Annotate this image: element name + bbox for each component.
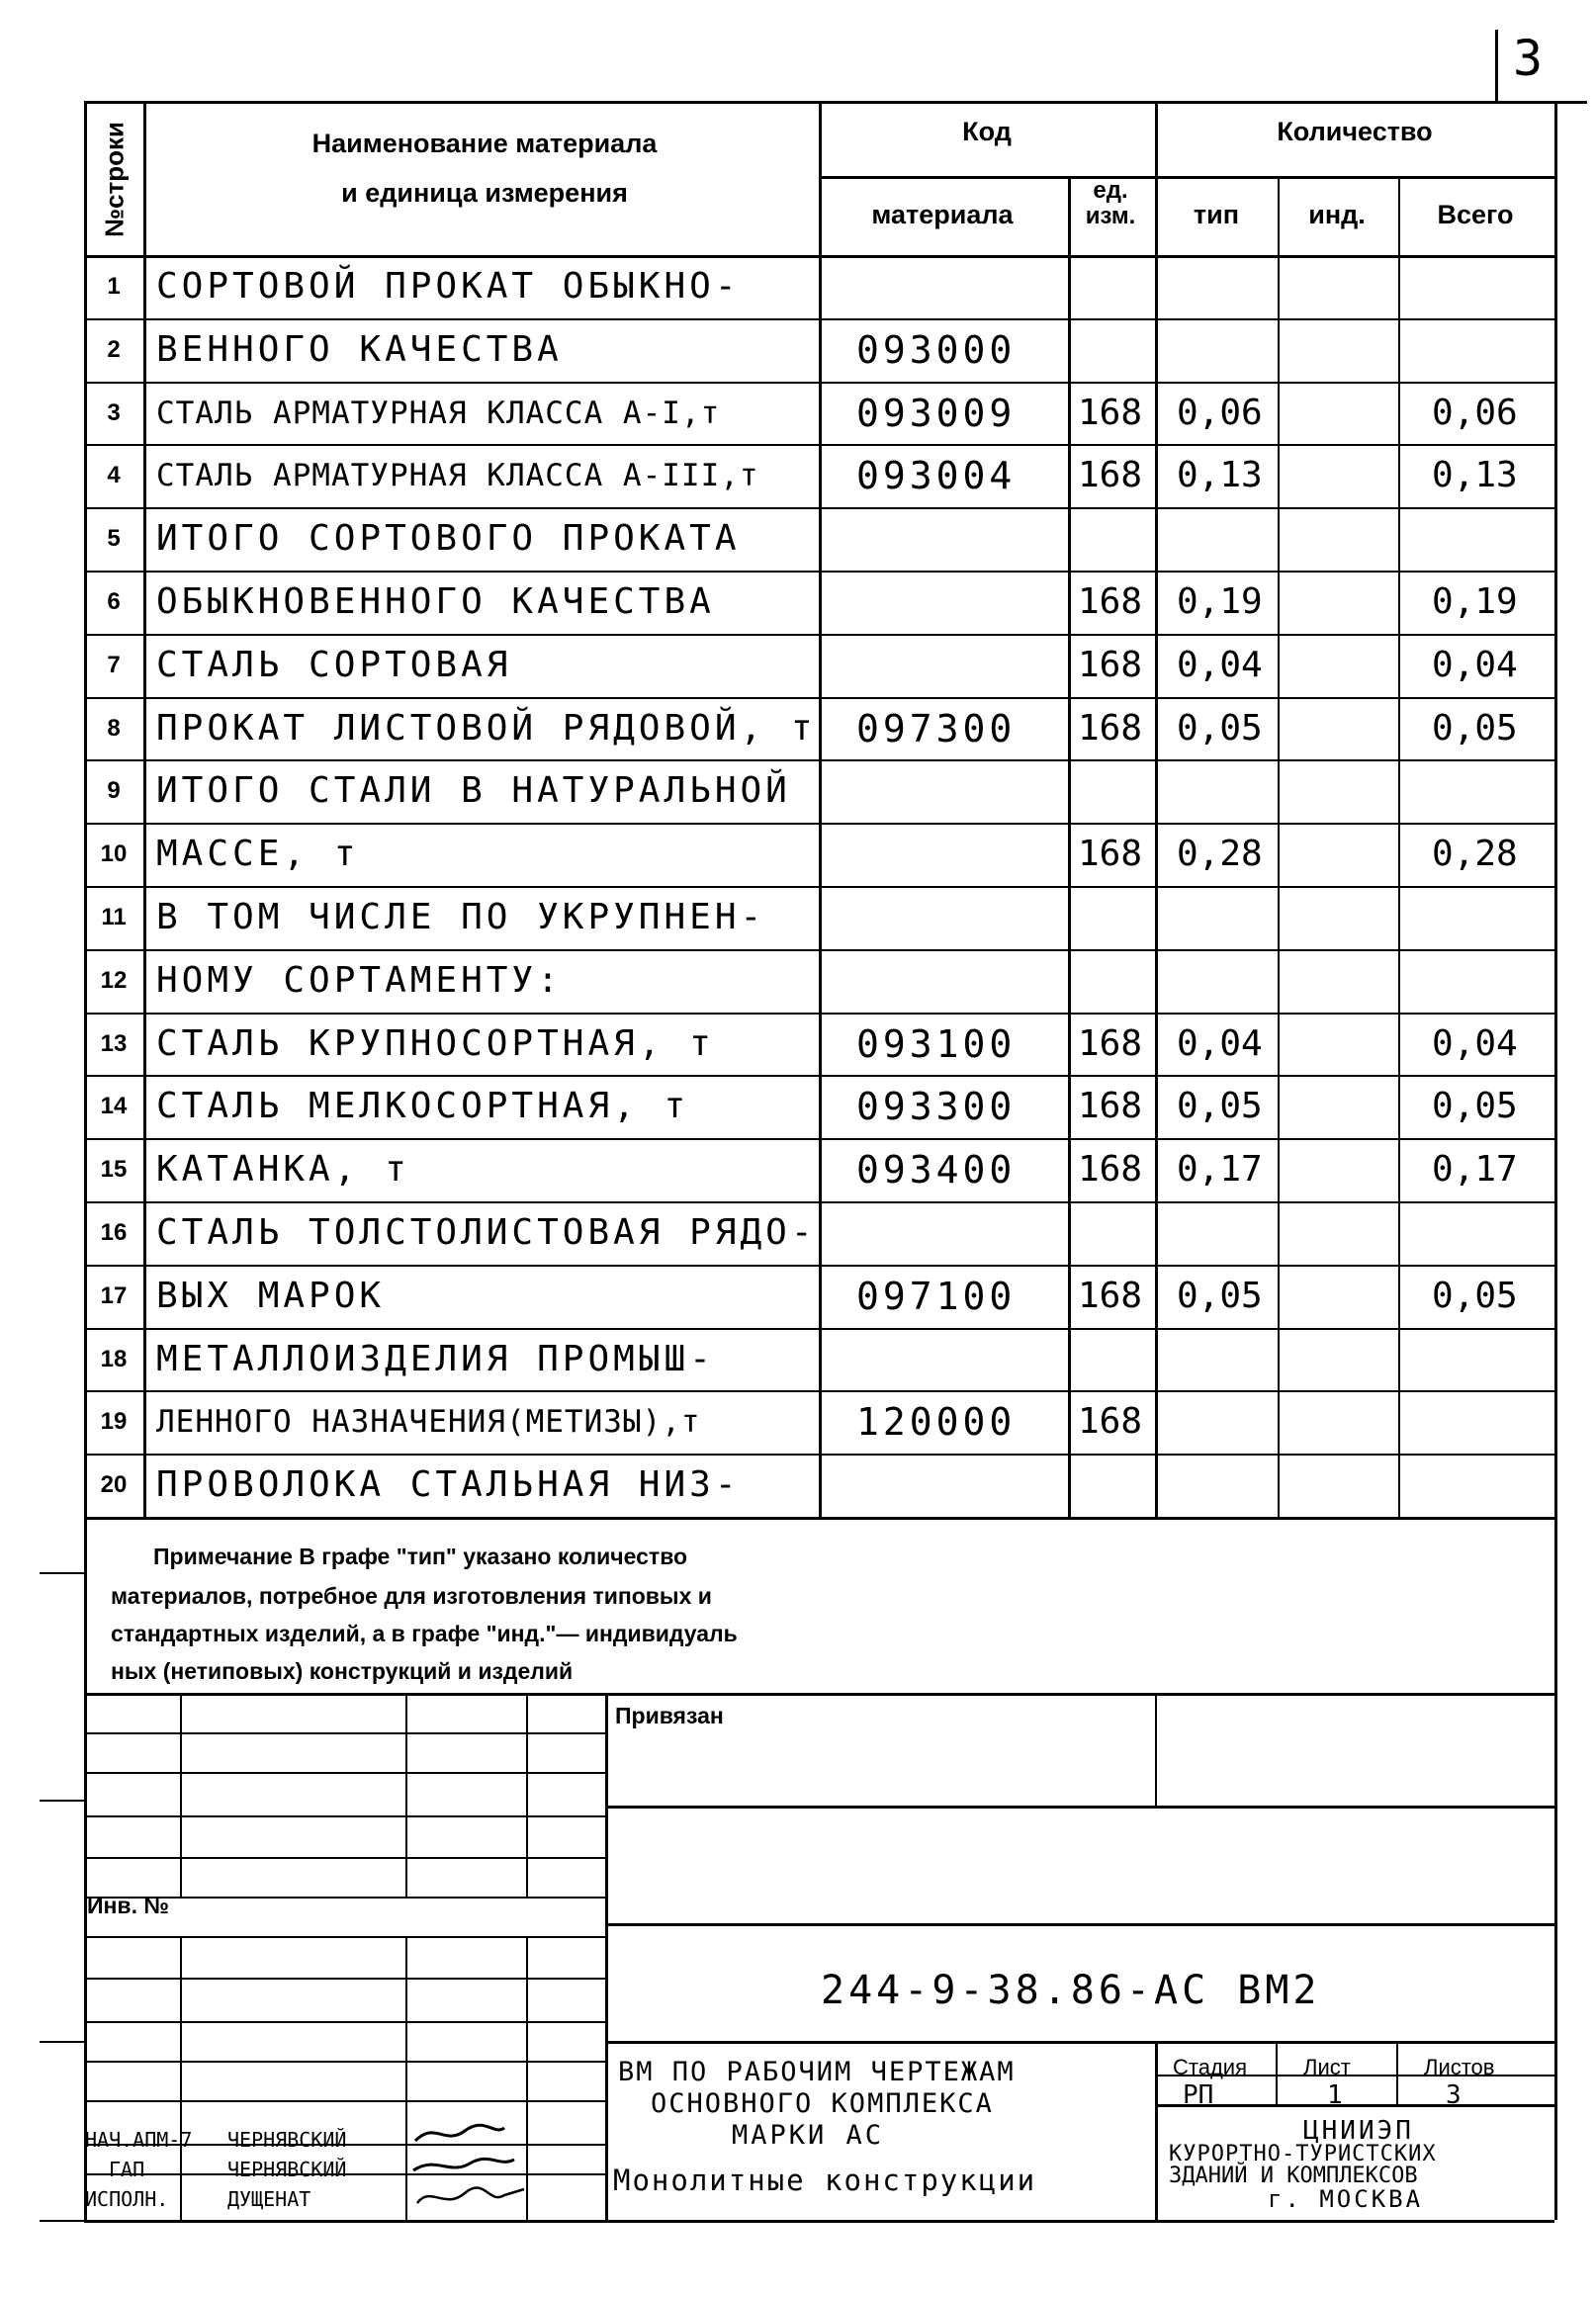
row-number-header (84, 99, 143, 255)
code-material-header: материала (871, 200, 1014, 229)
material-name: В ТОМ ЧИСЛЕ ПО УКРУПНЕН- (156, 897, 766, 937)
row-line (84, 759, 1554, 761)
row-number: 11 (101, 904, 127, 930)
row-number: 6 (107, 588, 121, 615)
grid-line (1155, 2104, 1554, 2107)
grid-line (1276, 2041, 1278, 2104)
row-number: 10 (100, 840, 128, 868)
grid-line (180, 1693, 182, 1897)
row-line (84, 1013, 1554, 1015)
row-line (84, 1454, 1554, 1456)
row-line (84, 1201, 1554, 1203)
material-name: ОБЫКНОВЕННОГО КАЧЕСТВА (156, 581, 715, 622)
grid-line (405, 1936, 407, 2220)
qty-total: 0,13 (1432, 455, 1518, 496)
edge-tick (40, 2041, 84, 2043)
grid-line (526, 1693, 528, 1897)
row-line (84, 1265, 1554, 1267)
grid-line (605, 1693, 608, 2220)
material-name: СТАЛЬ КРУПНОСОРТНАЯ, т (156, 1022, 715, 1064)
grid-line (1396, 2041, 1398, 2104)
qty-type: 0,17 (1177, 1149, 1263, 1191)
title-line3: МАРКИ АС (732, 2120, 885, 2151)
material-name: СТАЛЬ СОРТОВАЯ (156, 644, 512, 685)
org-line3: ЗДАНИЙ И КОМПЛЕКСОВ (1169, 2164, 1418, 2188)
row-number: 16 (100, 1219, 128, 1246)
grid-line (819, 101, 822, 1517)
signature-1 (415, 2125, 504, 2141)
unit-code: 168 (1078, 1022, 1143, 1064)
unit-code: 168 (1078, 392, 1143, 433)
material-name: СОРТОВОЙ ПРОКАТ ОБЫКНО- (156, 266, 741, 307)
row-line (84, 382, 1554, 384)
material-name: ЛЕННОГО НАЗНАЧЕНИЯ(МЕТИЗЫ),т (156, 1404, 701, 1441)
material-code: 093000 (856, 327, 1017, 372)
grid-line (605, 1923, 1554, 1926)
material-name: СТАЛЬ ТОЛСТОЛИСТОВАЯ РЯДО- (156, 1212, 817, 1253)
title-line1: ВМ ПО РАБОЧИМ ЧЕРТЕЖАМ (618, 2057, 1016, 2087)
row-line (84, 1390, 1554, 1392)
row-number: 9 (107, 777, 121, 805)
material-name: МЕТАЛЛОИЗДЕЛИЯ ПРОМЫШ- (156, 1338, 715, 1379)
material-name: ВЕННОГО КАЧЕСТВА (156, 328, 563, 370)
grid-line (84, 101, 87, 2220)
row-line (84, 1517, 1554, 1520)
edge-tick (40, 2220, 84, 2222)
row-line (84, 823, 1554, 825)
document-code: 244-9-38.86-АС ВМ2 (821, 1968, 1321, 2013)
note-line1: Примечание В графе "тип" указано количество (153, 1544, 688, 1569)
role-1-name: ЧЕРНЯВСКИЙ (227, 2128, 347, 2152)
material-name: ИТОГО СОРТОВОГО ПРОКАТА (156, 518, 741, 560)
page-number: 3 (1513, 30, 1544, 87)
qty-type: 0,05 (1177, 1086, 1263, 1127)
grid-line (819, 176, 1554, 179)
grid-line (605, 1806, 1554, 1809)
material-code: 097100 (856, 1274, 1017, 1318)
stamp-row-line (84, 1897, 605, 1899)
material-name: МАССЕ, т (156, 834, 360, 875)
unit-code: 168 (1078, 834, 1143, 875)
material-code: 093100 (856, 1021, 1017, 1066)
qty-total: 0,04 (1432, 1022, 1518, 1064)
qty-type: 0,04 (1177, 644, 1263, 685)
unit-code: 168 (1078, 1149, 1143, 1191)
grid-line (1155, 2041, 1158, 2220)
qty-total: 0,28 (1432, 834, 1518, 875)
name-header-line1: Наименование материала (311, 129, 658, 158)
unit-code: 168 (1078, 1086, 1143, 1127)
unit-code: 168 (1078, 1401, 1143, 1443)
row-line (84, 571, 1554, 573)
material-code: 093009 (856, 391, 1017, 435)
sheet-value: 1 (1327, 2080, 1343, 2110)
material-code: 097300 (856, 706, 1017, 751)
role-3: ИСПОЛН. (85, 2187, 169, 2211)
quantity-header: Количество (1277, 117, 1433, 146)
row-number: 7 (107, 651, 121, 678)
unit-code: 168 (1078, 455, 1143, 496)
material-name: ВЫХ МАРОК (156, 1275, 386, 1316)
qty-total: 0,05 (1432, 1275, 1518, 1316)
qty-type: 0,05 (1177, 707, 1263, 749)
row-number: 12 (100, 966, 128, 994)
title-line4: Монолитные конструкции (613, 2164, 1037, 2197)
grid-line (405, 1693, 407, 1897)
grid-line (1278, 176, 1280, 1517)
sheets-label: Листов (1424, 2055, 1495, 2079)
grid-line (84, 2220, 1554, 2223)
code-header: Код (962, 117, 1012, 146)
material-name: ПРОВОЛОКА СТАЛЬНАЯ НИЗ- (156, 1464, 741, 1506)
row-number: 13 (100, 1029, 128, 1057)
row-number: 1 (107, 273, 121, 300)
role-2-name: ЧЕРНЯВСКИЙ (227, 2158, 347, 2181)
role-1: НАЧ.АПМ-7 (85, 2128, 193, 2152)
row-line (84, 1138, 1554, 1140)
row-line (84, 318, 1554, 320)
role-2: ГАП (109, 2158, 145, 2181)
material-name: ПРОКАТ ЛИСТОВОЙ РЯДОВОЙ, т (156, 707, 817, 749)
qty-type: 0,05 (1177, 1275, 1263, 1316)
signature-3 (417, 2188, 524, 2203)
qty-type: 0,13 (1177, 455, 1263, 496)
material-code: 120000 (856, 1400, 1017, 1445)
title-line2: ОСНОВНОГО КОМПЛЕКСА (651, 2088, 994, 2119)
stage-value: РП (1183, 2080, 1214, 2110)
row-number: 18 (100, 1345, 128, 1372)
sheets-value: 3 (1446, 2080, 1462, 2110)
row-line (84, 507, 1554, 509)
grid-line (1554, 101, 1557, 2220)
role-3-name: ДУЩЕНАТ (227, 2187, 311, 2211)
material-name: СТАЛЬ АРМАТУРНАЯ КЛАССА А-III,т (156, 458, 759, 494)
grid-line (605, 2041, 1554, 2044)
material-name: СТАЛЬ АРМАТУРНАЯ КЛАССА А-I,т (156, 395, 721, 431)
row-line (84, 697, 1554, 699)
row-number-header-text: №строки (99, 122, 130, 237)
code-unit-header: ед. изм. (1085, 177, 1136, 229)
qty-total: 0,06 (1432, 392, 1518, 433)
note-line2: материалов, потребное для изготовления типовых и (111, 1583, 712, 1609)
signatures (405, 2116, 544, 2215)
stage-label: Стадия (1173, 2055, 1247, 2079)
qty-type: 0,19 (1177, 581, 1263, 622)
row-number: 19 (100, 1408, 128, 1436)
org-line4: г. МОСКВА (1268, 2185, 1424, 2213)
row-number: 8 (107, 714, 121, 742)
org-line1: ЦНИИЭП (1303, 2116, 1414, 2146)
material-name: ИТОГО СТАЛИ В НАТУРАЛЬНОЙ (156, 770, 791, 812)
note-line4: ных (нетиповых) конструкций и изделий (111, 1658, 574, 1684)
material-name: СТАЛЬ МЕЛКОСОРТНАЯ, т (156, 1086, 690, 1127)
qty-total: 0,04 (1432, 644, 1518, 685)
grid-line (526, 1936, 528, 2220)
row-number: 20 (100, 1471, 128, 1499)
grid-line (1155, 1693, 1157, 1806)
qty-ind-header: инд. (1308, 200, 1366, 229)
name-header-line2: и единица измерения (341, 178, 628, 208)
grid-line (1398, 176, 1400, 1517)
qty-total: 0,19 (1432, 581, 1518, 622)
unit-code: 168 (1078, 1275, 1143, 1316)
row-line (84, 1328, 1554, 1330)
org-line2: КУРОРТНО-ТУРИСТСКИХ (1169, 2142, 1437, 2166)
inv-no-label: Инв. № (87, 1893, 169, 1918)
edge-tick (40, 1800, 84, 1802)
row-line (84, 886, 1554, 888)
row-number: 3 (107, 398, 121, 426)
grid-line (1155, 2075, 1554, 2076)
signature-2 (413, 2159, 514, 2170)
qty-type-header: тип (1193, 200, 1240, 229)
unit-code: 168 (1078, 581, 1143, 622)
grid-line (180, 1936, 182, 2220)
qty-total-header: Всего (1437, 200, 1514, 229)
qty-type: 0,04 (1177, 1022, 1263, 1064)
material-code: 093004 (856, 454, 1017, 498)
grid-line (1155, 101, 1158, 1517)
sheet-label: Лист (1303, 2055, 1351, 2079)
material-name: КАТАНКА, т (156, 1149, 410, 1191)
row-number: 4 (107, 462, 121, 489)
row-number: 15 (100, 1156, 128, 1184)
note-line3: стандартных изделий, а в графе "инд."— индивидуаль (111, 1621, 738, 1646)
material-code: 093400 (856, 1148, 1017, 1193)
row-number: 17 (100, 1281, 128, 1309)
unit-code: 168 (1078, 644, 1143, 685)
unit-code: 168 (1078, 707, 1143, 749)
qty-type: 0,06 (1177, 392, 1263, 433)
grid-line (1068, 176, 1071, 1517)
row-line (84, 949, 1554, 951)
material-code: 093300 (856, 1085, 1017, 1129)
privyazan-label: Привязан (615, 1703, 724, 1728)
row-line (84, 634, 1554, 636)
qty-total: 0,17 (1432, 1149, 1518, 1191)
grid-line (84, 1693, 1554, 1696)
row-line (84, 1075, 1554, 1077)
row-number: 2 (107, 335, 121, 363)
qty-total: 0,05 (1432, 707, 1518, 749)
material-name: НОМУ СОРТАМЕНТУ: (156, 959, 563, 1001)
row-number: 14 (100, 1093, 128, 1120)
qty-total: 0,05 (1432, 1086, 1518, 1127)
edge-tick (40, 1572, 84, 1574)
row-line (84, 444, 1554, 446)
qty-type: 0,28 (1177, 834, 1263, 875)
row-number: 5 (107, 525, 121, 553)
grid-line (143, 101, 146, 1517)
